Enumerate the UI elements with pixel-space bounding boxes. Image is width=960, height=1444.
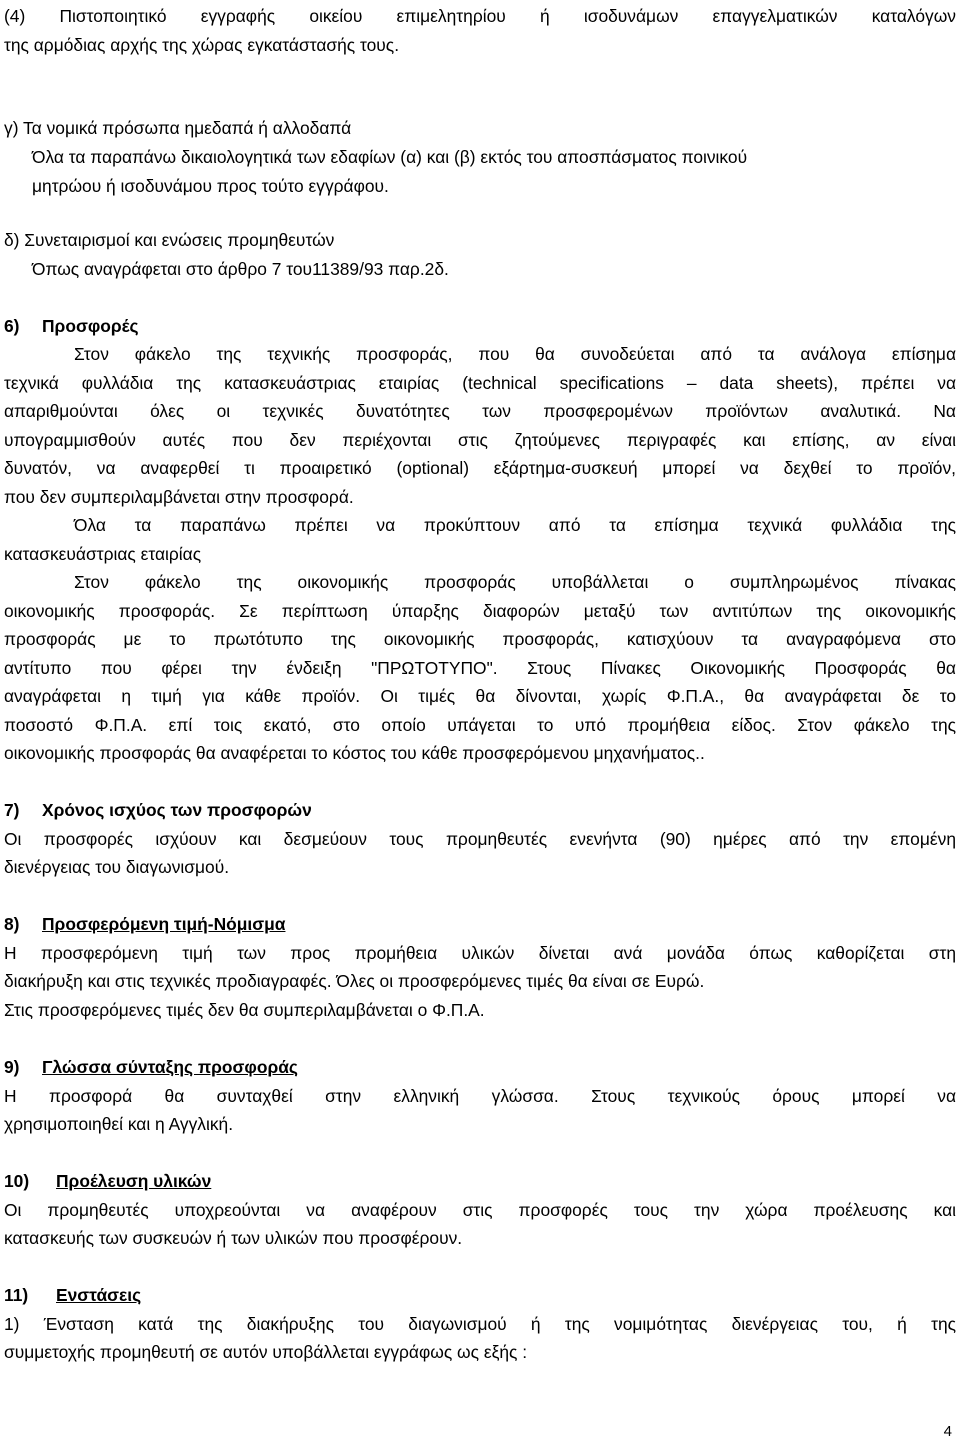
section-6-heading [4,318,139,335]
section-6-p1-line-2: τεχνικά φυλλάδια της κατασκευάστριας εταιρίας (technical specifications – data sheets), πρέπει να [4,373,956,393]
section-10-line-1: Οι προμηθευτές υποχρεούνται να αναφέρουν στις προσφορές τους την χώρα προέλευσης και [4,1200,956,1220]
section-6-p1-line-1: Στον φάκελο της τεχνικής προσφοράς, που θα συνοδεύεται από τα ανάλογα επίσημα [74,344,956,364]
section-8-title: Προσφερόμενη τιμή-Νόμισμα [42,914,286,934]
section-10-heading [4,1173,211,1190]
section-11-heading [4,1287,141,1304]
section-6-p2-line-2: κατασκευάστριας εταιρίας [4,544,202,564]
section-8-line-1: Η προσφερόμενη τιμή των προς προμήθεια υλικών δίνεται ανά μονάδα όπως καθορίζεται στη [4,943,956,963]
section-6-title: Προσφορές [42,316,139,336]
section-7-line-2: διενέργειας του διαγωνισμού. [4,857,230,877]
section-9-number: 9) [4,1057,20,1077]
section-9-line-2: χρησιμοποιηθεί και η Αγγλική. [4,1114,234,1134]
section-7-title: Χρόνος ισχύος των προσφορών [42,800,312,820]
section-6-p3-line-5: αναγράφεται η τιμή για κάθε προϊόν. Οι τιμές θα δίνονται, χωρίς Φ.Π.Α., θα αναγράφεται δε το [4,686,956,706]
section-9-heading [4,1059,298,1076]
section-6-p3-line-3: προσφοράς με το πρωτότυπο της οικονομικής προσφοράς, κατισχύουν τα αναγραφόμενα στο [4,629,956,649]
section-g-heading: γ) Τα νομικά πρόσωπα ημεδαπά ή αλλοδαπά [4,118,352,138]
section-6-p3-line-1: Στον φάκελο της οικονομικής προσφοράς υποβάλλεται ο συμπληρωμένος πίνακας [74,572,956,592]
page-number: 4 [943,1423,952,1440]
section-10-line-2: κατασκευής των συσκευών ή των υλικών που προσφέρουν. [4,1228,463,1248]
section-g-line-2: μητρώου ή ισοδυνάμου προς τούτο εγγράφου. [32,176,389,196]
section-8-line-2: διακήρυξη και στις τεχνικές προδιαγραφές. Όλες οι προσφερόμενες τιμές θα είναι σε Ευρώ. [4,971,705,991]
section-10-title: Προέλευση υλικών [56,1171,212,1191]
section-6-p1-line-3: απαριθμούνται όλες οι τεχνικές δυνατότητες των προσφερομένων προϊόντων αναλυτικά. Να [4,401,956,421]
section-6-p3-line-4: αντίτυπο που φέρει την ένδειξη "ΠΡΩΤΟΤΥΠΟ". Στους Πίνακες Οικονομικής Προσφοράς θα [4,658,956,678]
section-d-heading: δ) Συνεταιρισμοί και ενώσεις προμηθευτών [4,230,335,250]
section-8-number: 8) [4,914,20,934]
section-10-number: 10) [4,1171,30,1191]
section-g-line-1: Όλα τα παραπάνω δικαιολογητικά των εδαφίων (α) και (β) εκτός του αποσπάσματος ποινικού [32,147,748,167]
section-11-line-2: συμμετοχής προμηθευτή σε αυτόν υποβάλλεται εγγράφως ως εξής : [4,1342,528,1362]
intro-line-1: (4) Πιστοποιητικό εγγραφής οικείου επιμελητηρίου ή ισοδυνάμων επαγγελματικών καταλόγων [4,6,956,26]
section-7-heading [4,802,312,819]
section-8-line-3: Στις προσφερόμενες τιμές δεν θα συμπεριλαμβάνεται ο Φ.Π.Α. [4,1000,485,1020]
section-6-p3-line-6: ποσοστό Φ.Π.Α. επί τοις εκατό, στο οποίο υπάγεται το υπό προμήθεια είδος. Στον φάκελο της [4,715,956,735]
section-6-p1-line-4: υπογραμμισθούν αυτές που δεν περιέχονται στις ζητούμενες περιγραφές και επίσης, αν είναι [4,430,956,450]
intro-line-2: της αρμόδιας αρχής της χώρας εγκατάστασής τους. [4,35,400,55]
section-d-line-1: Όπως αναγράφεται στο άρθρο 7 του11389/93 παρ.2δ. [32,259,449,279]
section-11-title: Ενστάσεις [56,1285,142,1305]
section-6-p1-line-6: που δεν συμπεριλαμβάνεται στην προσφορά. [4,487,354,507]
section-6-p3-line-7: οικονομικής προσφοράς θα αναφέρεται το κόστος του κάθε προσφερόμενου μηχανήματος.. [4,743,705,763]
section-9-title: Γλώσσα σύνταξης προσφοράς [42,1057,298,1077]
section-11-number: 11) [4,1285,29,1305]
section-11-line-1: 1) Ένσταση κατά της διακήρυξης του διαγωνισμού ή της νομιμότητας διενέργειας του, ή της [4,1314,956,1334]
section-8-heading [4,916,285,933]
section-6-p3-line-2: οικονομικής προσφοράς. Σε περίπτωση ύπαρξης διαφορών μεταξύ των αντιτύπων της οικονομικής [4,601,956,621]
section-9-line-1: Η προσφορά θα συνταχθεί στην ελληνική γλώσσα. Στους τεχνικούς όρους μπορεί να [4,1086,956,1106]
section-6-p2-line-1: Όλα τα παραπάνω πρέπει να προκύπτουν από τα επίσημα τεχνικά φυλλάδια της [74,515,956,535]
section-7-number: 7) [4,800,20,820]
section-7-line-1: Οι προσφορές ισχύουν και δεσμεύουν τους προμηθευτές ενενήντα (90) ημέρες από την επομένη [4,829,956,849]
section-6-p1-line-5: δυνατόν, να αναφερθεί τι προαιρετικό (optional) εξάρτημα-συσκευή μπορεί να δεχθεί το προϊόν, [4,458,956,478]
section-6-number: 6) [4,316,20,336]
